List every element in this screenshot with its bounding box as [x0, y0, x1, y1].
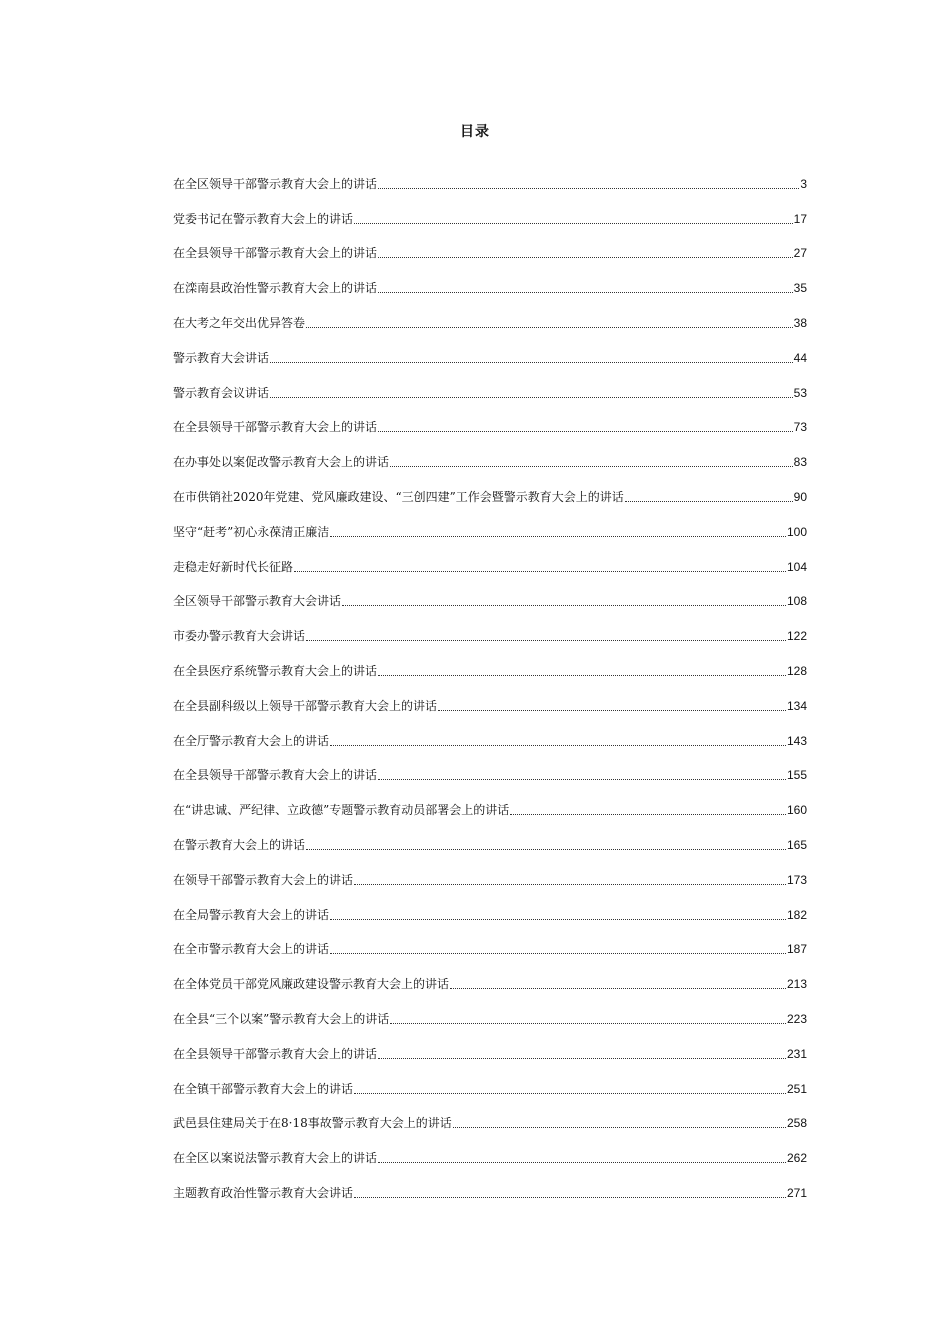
toc-entry-page-number: 251 [786, 1081, 807, 1096]
toc-entry[interactable] [173, 471, 807, 506]
dot-leader [450, 988, 786, 989]
toc-entry-page-number: 53 [793, 385, 807, 400]
table-of-contents [173, 158, 807, 1202]
dot-leader [453, 1127, 786, 1128]
toc-entry-title: 在滦南县政治性警示教育大会上的讲话 [173, 281, 378, 296]
dot-leader [306, 849, 786, 850]
toc-entry[interactable] [173, 576, 807, 611]
toc-entry[interactable] [173, 367, 807, 402]
toc-entry-title: 在全镇干部警示教育大会上的讲话 [173, 1081, 354, 1096]
toc-entry-page-number: 35 [793, 281, 807, 296]
toc-entry-title: 市委办警示教育大会讲话 [173, 629, 306, 644]
toc-entry-page-number: 44 [793, 350, 807, 365]
toc-entry[interactable] [173, 1098, 807, 1133]
dot-leader [378, 188, 799, 189]
toc-entry[interactable] [173, 1132, 807, 1167]
toc-entry[interactable] [173, 1167, 807, 1202]
dot-leader [378, 779, 786, 780]
toc-entry-page-number: 262 [786, 1151, 807, 1166]
toc-entry-title: 在全县领导干部警示教育大会上的讲话 [173, 1046, 378, 1061]
toc-entry-title: 在警示教育大会上的讲话 [173, 837, 306, 852]
toc-entry-page-number: 173 [786, 872, 807, 887]
dot-leader [354, 1197, 786, 1198]
toc-entry[interactable] [173, 332, 807, 367]
toc-entry-title: 主题教育政治性警示教育大会讲话 [173, 1185, 354, 1200]
toc-entry-title: 在全县医疗系统警示教育大会上的讲话 [173, 663, 378, 678]
toc-entry-title: 坚守“赶考”初心永葆清正廉洁 [173, 524, 330, 539]
dot-leader [330, 919, 786, 920]
toc-entry-title: 在全厅警示教育大会上的讲话 [173, 733, 330, 748]
toc-entry-title: 在全县“三个以案”警示教育大会上的讲话 [173, 1011, 390, 1026]
toc-entry[interactable] [173, 1063, 807, 1098]
toc-entry-title: 党委书记在警示教育大会上的讲话 [173, 211, 354, 226]
dot-leader [354, 223, 793, 224]
toc-entry-title: 全区领导干部警示教育大会讲话 [173, 594, 342, 609]
dot-leader [438, 710, 786, 711]
toc-entry-title: 警示教育会议讲话 [173, 385, 270, 400]
toc-entry-title: 在全市警示教育大会上的讲话 [173, 942, 330, 957]
toc-entry[interactable] [173, 924, 807, 959]
toc-entry-page-number: 128 [786, 663, 807, 678]
toc-entry[interactable] [173, 610, 807, 645]
dot-leader [378, 1162, 786, 1163]
toc-entry-title: 在全区领导干部警示教育大会上的讲话 [173, 176, 378, 191]
toc-entry-page-number: 223 [786, 1011, 807, 1026]
toc-entry[interactable] [173, 645, 807, 680]
dot-leader [342, 605, 786, 606]
toc-entry-title: 在全区以案说法警示教育大会上的讲话 [173, 1151, 378, 1166]
toc-entry-page-number: 155 [786, 768, 807, 783]
dot-leader [390, 466, 793, 467]
toc-entry-page-number: 213 [786, 977, 807, 992]
toc-entry[interactable] [173, 784, 807, 819]
toc-entry-title: 在全县领导干部警示教育大会上的讲话 [173, 246, 378, 261]
toc-entry[interactable] [173, 958, 807, 993]
toc-entry-title: 在“讲忠诚、严纪律、立政德”专题警示教育动员部署会上的讲话 [173, 803, 510, 818]
toc-entry[interactable] [173, 993, 807, 1028]
toc-entry-page-number: 100 [786, 524, 807, 539]
toc-entry-title: 走稳走好新时代长征路 [173, 559, 294, 574]
toc-entry[interactable] [173, 262, 807, 297]
toc-entry-page-number: 271 [786, 1185, 807, 1200]
toc-entry-page-number: 187 [786, 942, 807, 957]
toc-entry-page-number: 143 [786, 733, 807, 748]
toc-entry[interactable] [173, 228, 807, 263]
toc-entry-title: 在市供销社2020年党建、党风廉政建设、“三创四建”工作会暨警示教育大会上的讲话 [173, 489, 624, 504]
toc-entry[interactable] [173, 436, 807, 471]
toc-entry[interactable] [173, 506, 807, 541]
toc-entry[interactable] [173, 158, 807, 193]
toc-entry-page-number: 165 [786, 837, 807, 852]
dot-leader [354, 1093, 786, 1094]
toc-entry-page-number: 134 [786, 698, 807, 713]
toc-entry-page-number: 122 [786, 629, 807, 644]
dot-leader [306, 327, 793, 328]
toc-entry[interactable] [173, 297, 807, 332]
toc-entry-page-number: 104 [786, 559, 807, 574]
toc-entry-page-number: 231 [786, 1046, 807, 1061]
toc-entry[interactable] [173, 889, 807, 924]
toc-entry[interactable] [173, 680, 807, 715]
toc-entry-title: 在全局警示教育大会上的讲话 [173, 907, 330, 922]
toc-entry-title: 在办事处以案促改警示教育大会上的讲话 [173, 455, 390, 470]
dot-leader [306, 640, 786, 641]
toc-entry-page-number: 3 [800, 176, 807, 191]
toc-entry[interactable] [173, 1028, 807, 1063]
dot-leader [330, 745, 786, 746]
toc-entry-title: 警示教育大会讲话 [173, 350, 270, 365]
dot-leader [378, 292, 793, 293]
dot-leader [330, 536, 786, 537]
toc-entry-title: 武邑县住建局关于在8·18事故警示教育大会上的讲话 [173, 1116, 452, 1131]
toc-entry[interactable] [173, 854, 807, 889]
toc-entry[interactable] [173, 541, 807, 576]
dot-leader [378, 431, 793, 432]
toc-entry-page-number: 182 [786, 907, 807, 922]
dot-leader [270, 362, 793, 363]
dot-leader [390, 1023, 786, 1024]
toc-entry[interactable] [173, 402, 807, 437]
toc-entry-title: 在全体党员干部党风廉政建设警示教育大会上的讲话 [173, 977, 450, 992]
toc-entry-page-number: 160 [786, 803, 807, 818]
dot-leader [510, 814, 786, 815]
toc-entry[interactable] [173, 715, 807, 750]
toc-entry-page-number: 17 [793, 211, 807, 226]
dot-leader [378, 1058, 786, 1059]
toc-entry-title: 在全县副科级以上领导干部警示教育大会上的讲话 [173, 698, 438, 713]
toc-entry-title: 在领导干部警示教育大会上的讲话 [173, 872, 354, 887]
toc-entry-page-number: 108 [786, 594, 807, 609]
toc-entry[interactable] [173, 819, 807, 854]
toc-entry-page-number: 73 [793, 420, 807, 435]
dot-leader [330, 953, 786, 954]
dot-leader [625, 501, 793, 502]
dot-leader [354, 884, 786, 885]
toc-entry-page-number: 83 [793, 455, 807, 470]
dot-leader [378, 257, 793, 258]
toc-entry[interactable] [173, 750, 807, 785]
toc-entry-title: 在全县领导干部警示教育大会上的讲话 [173, 420, 378, 435]
toc-entry-title: 在大考之年交出优异答卷 [173, 315, 306, 330]
toc-title: 目录 [460, 124, 490, 140]
toc-entry-page-number: 38 [793, 315, 807, 330]
toc-entry-page-number: 27 [793, 246, 807, 261]
toc-entry-page-number: 258 [786, 1116, 807, 1131]
toc-entry[interactable] [173, 193, 807, 228]
dot-leader [270, 397, 793, 398]
toc-entry-title: 在全县领导干部警示教育大会上的讲话 [173, 768, 378, 783]
dot-leader [378, 675, 786, 676]
dot-leader [294, 571, 786, 572]
toc-entry-page-number: 90 [793, 489, 807, 504]
